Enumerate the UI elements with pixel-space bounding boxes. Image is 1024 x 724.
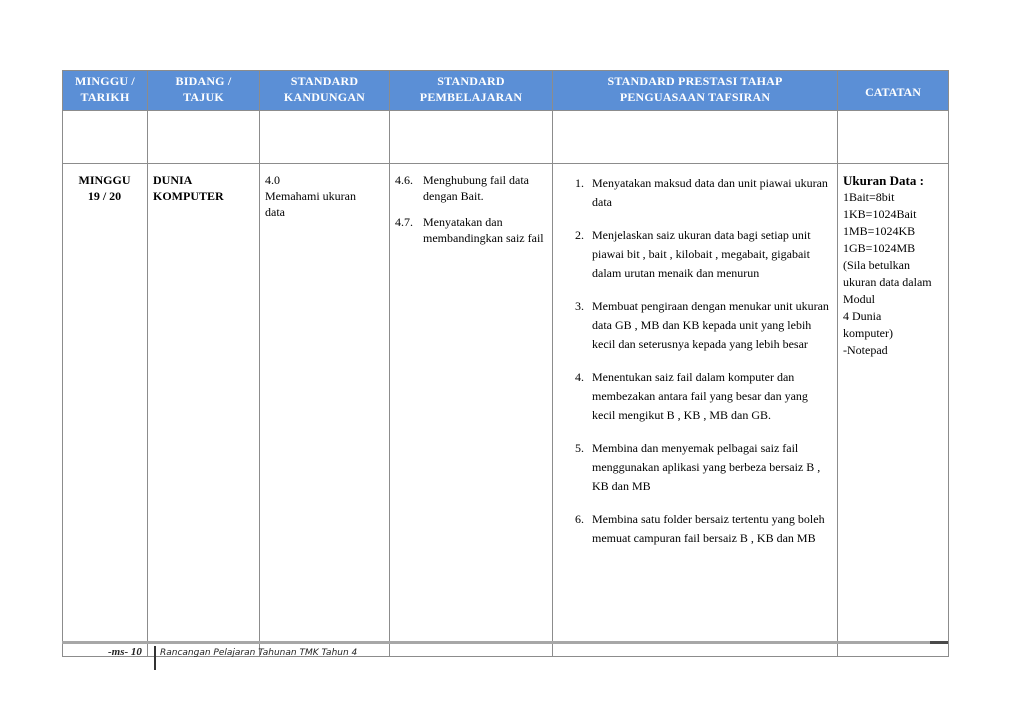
footer-rule-accent [930, 641, 948, 644]
kandungan-code: 4.0 [265, 173, 280, 187]
header-kandungan-line1: STANDARD [290, 74, 359, 88]
prestasi-list [558, 174, 833, 548]
header-minggu [63, 71, 148, 111]
kandungan-line1: Memahami ukuran [265, 189, 356, 203]
empty-row [63, 111, 949, 164]
header-pembelajaran-line2: PEMBELAJARAN [419, 90, 523, 104]
header-pembelajaran [390, 71, 553, 111]
list-item [558, 368, 833, 425]
footer-title: Rancangan Pelajaran Tahunan TMK Tahun 4 [160, 648, 358, 658]
header-bidang-line1: BIDANG / [175, 74, 232, 88]
item-number: 3. [575, 299, 584, 313]
catatan-title: Ukuran Data : [843, 173, 924, 188]
kandungan-line2: data [265, 205, 285, 219]
list-item [558, 510, 833, 548]
header-prestasi-line1: STANDARD PRESTASI TAHAP [607, 74, 783, 88]
header-bidang [148, 71, 260, 111]
header-catatan: CATATAN [838, 71, 949, 111]
catatan-line: ukuran data dalam [843, 275, 932, 289]
bidang-cell [148, 164, 260, 657]
kandungan-cell [260, 164, 390, 657]
list-item [558, 297, 833, 354]
catatan-line: 4 Dunia [843, 309, 882, 323]
item-text: Menentukan saiz fail dalam komputer dan membezakan antara fail yang besar dan yang kecil mengikut B , KB , MB dan GB. [592, 370, 808, 422]
catatan-line: 1KB=1024Bait [843, 207, 917, 221]
item-number: 6. [575, 512, 584, 526]
item-number: 4.6. [395, 173, 413, 187]
header-kandungan [260, 71, 390, 111]
table-row [63, 164, 949, 657]
header-prestasi [553, 71, 838, 111]
footer-rule [62, 641, 930, 644]
empty-cell [390, 111, 553, 164]
catatan-line: -Notepad [843, 343, 888, 357]
week-cell [63, 164, 148, 657]
item-number: 4.7. [395, 215, 413, 229]
list-item [558, 174, 833, 212]
empty-cell [63, 111, 148, 164]
header-bidang-line2: TAJUK [183, 90, 224, 104]
catatan-line: (Sila betulkan [843, 258, 910, 272]
item-text: Membina dan menyemak pelbagai saiz fail menggunakan aplikasi yang berbeza bersaiz B , KB dan MB [592, 441, 821, 493]
header-kandungan-line2: KANDUNGAN [283, 90, 366, 104]
item-text: Menyatakan maksud data dan unit piawai ukuran data [592, 176, 828, 209]
catatan-line: komputer) [843, 326, 893, 340]
catatan-line: 1GB=1024MB [843, 241, 916, 255]
week-number: 19 / 20 [87, 189, 122, 203]
page-number: -ms- 10 [108, 646, 142, 658]
list-item [395, 172, 548, 204]
prestasi-cell [553, 164, 838, 657]
bidang-line2: KOMPUTER [153, 189, 224, 203]
item-text: Menghubung fail data dengan Bait. [423, 173, 529, 203]
pembelajaran-list [395, 172, 548, 246]
item-text: Membuat pengiraan dengan menukar unit ukuran data GB , MB dan KB kepada unit yang lebih kecil dan seterusnya kepada yang lebih besar [592, 299, 829, 351]
header-minggu-line1: MINGGU / [75, 74, 135, 88]
catatan-line: 1MB=1024KB [843, 224, 916, 238]
table-header-row [63, 71, 949, 111]
footer-divider [154, 646, 156, 670]
empty-cell [148, 111, 260, 164]
header-prestasi-line2: PENGUASAAN TAFSIRAN [619, 90, 771, 104]
catatan-line: Modul [843, 292, 876, 306]
pembelajaran-cell [390, 164, 553, 657]
item-number: 5. [575, 441, 584, 455]
catatan-cell [838, 164, 949, 657]
item-number: 1. [575, 176, 584, 190]
header-pembelajaran-line1: STANDARD [437, 74, 505, 88]
item-text: Menyatakan dan membandingkan saiz fail [423, 215, 544, 245]
empty-cell [553, 111, 838, 164]
empty-cell [838, 111, 949, 164]
week-label: MINGGU [78, 173, 131, 187]
header-minggu-line2: TARIKH [80, 90, 130, 104]
list-item [395, 214, 548, 246]
list-item [558, 439, 833, 496]
item-number: 4. [575, 370, 584, 384]
item-text: Membina satu folder bersaiz tertentu yang boleh memuat campuran fail bersaiz B , KB dan MB [592, 512, 825, 545]
list-item [558, 226, 833, 283]
item-text: Menjelaskan saiz ukuran data bagi setiap unit piawai bit , bait , kilobait , megabait, gigabait dalam urutan menaik dan menurun [592, 228, 811, 280]
bidang-line1: DUNIA [153, 173, 193, 187]
catatan-line: 1Bait=8bit [843, 190, 895, 204]
empty-cell [260, 111, 390, 164]
item-number: 2. [575, 228, 584, 242]
lesson-plan-table [62, 70, 949, 657]
